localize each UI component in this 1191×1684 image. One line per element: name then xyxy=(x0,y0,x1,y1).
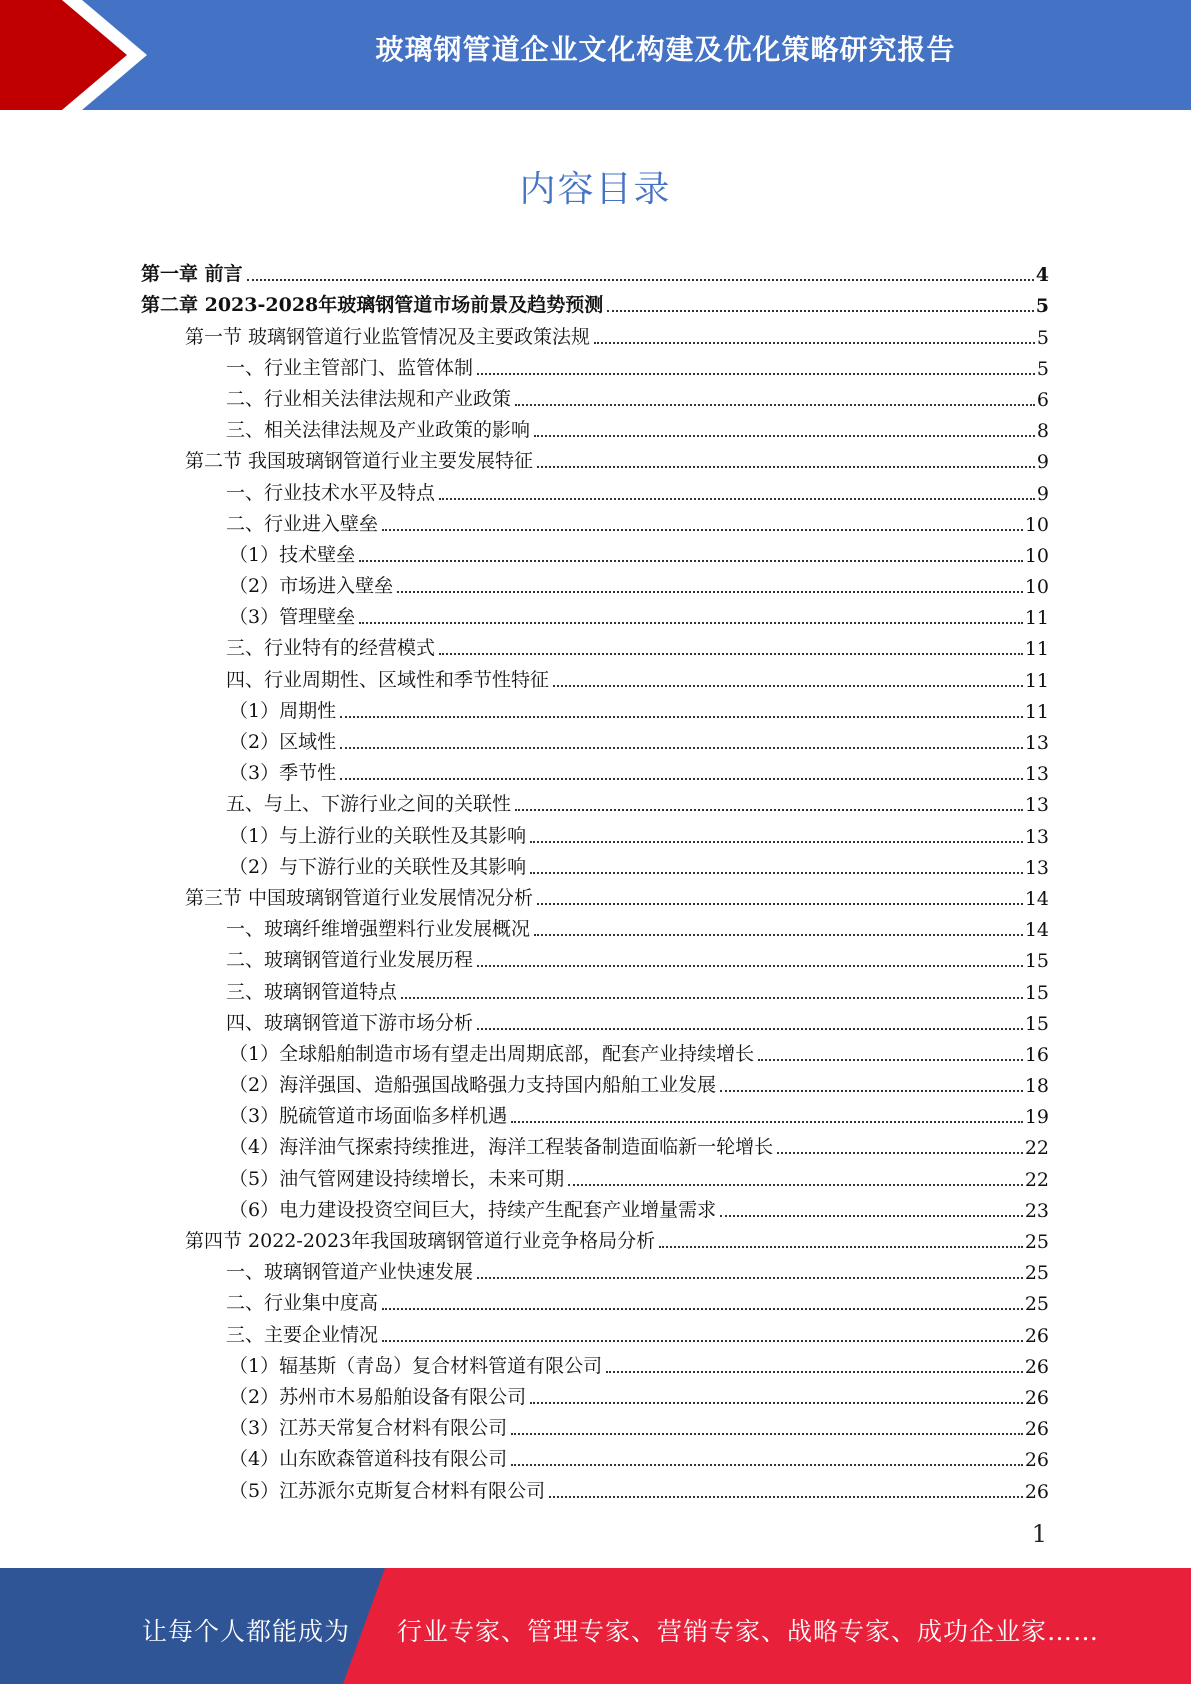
toc-heading: 内容目录 xyxy=(519,169,672,210)
toc-dot-leader xyxy=(758,1059,1023,1061)
toc-entry-label: 一、玻璃纤维增强塑料行业发展概况 xyxy=(226,918,531,941)
toc-entry[interactable] xyxy=(141,1066,1049,1097)
toc-entry-page: 11 xyxy=(1024,607,1049,630)
toc-entry[interactable] xyxy=(141,692,1049,723)
toc-entry[interactable] xyxy=(141,536,1049,567)
toc-entry-label: 第一章 前言 xyxy=(141,263,243,286)
toc-entry[interactable] xyxy=(141,1035,1049,1066)
toc-entry-label: 第四节 2022-2023年我国玻璃钢管道行业竞争格局分析 xyxy=(185,1230,656,1252)
toc-entry-page: 14 xyxy=(1024,919,1049,942)
toc-entry-page: 13 xyxy=(1024,856,1049,879)
toc-entry-label: 三、相关法律法规及产业政策的影响 xyxy=(226,419,531,442)
toc-entry[interactable] xyxy=(141,754,1049,785)
toc-dot-leader xyxy=(477,1028,1023,1030)
toc-entry-label: （2）海洋强国、造船强国战略强力支持国内船舶工业发展 xyxy=(229,1074,717,1097)
toc-entry[interactable] xyxy=(141,473,1049,504)
toc-entry-page: 26 xyxy=(1024,1324,1049,1347)
toc-dot-leader xyxy=(359,622,1023,624)
toc-entry-label: 二、行业集中度高 xyxy=(226,1292,379,1315)
page-number: 1 xyxy=(1031,1520,1047,1548)
toc-dot-leader xyxy=(511,1121,1023,1123)
toc-dot-leader xyxy=(553,685,1023,687)
table-of-contents xyxy=(141,255,1049,1503)
toc-dot-leader xyxy=(340,716,1023,718)
toc-entry-page: 8 xyxy=(1036,420,1049,443)
toc-entry-page: 22 xyxy=(1024,1137,1049,1160)
toc-entry-page: 15 xyxy=(1024,981,1049,1004)
toc-entry[interactable] xyxy=(141,972,1049,1003)
toc-entry[interactable] xyxy=(141,660,1049,691)
toc-dot-leader xyxy=(530,872,1023,874)
toc-dot-leader xyxy=(515,809,1023,811)
toc-entry[interactable] xyxy=(141,1159,1049,1190)
toc-entry-label: 第三节 中国玻璃钢管道行业发展情况分析 xyxy=(185,886,534,909)
toc-entry-label: （3）脱硫管道市场面临多样机遇 xyxy=(229,1105,508,1128)
toc-entry[interactable] xyxy=(141,723,1049,754)
toc-entry[interactable] xyxy=(141,1128,1049,1159)
toc-entry-label: 五、与上、下游行业之间的关联性 xyxy=(226,793,512,816)
footer-slogan-right: 行业专家、管理专家、营销专家、战略专家、成功企业家…… xyxy=(397,1617,1100,1646)
toc-entry-page: 15 xyxy=(1024,950,1049,973)
toc-entry-label: 二、行业相关法律法规和产业政策 xyxy=(226,387,512,410)
toc-entry-label: 二、玻璃钢管道行业发展历程 xyxy=(226,949,474,972)
toc-entry-label: （3）季节性 xyxy=(229,762,337,785)
footer-banner xyxy=(0,1568,1191,1684)
toc-entry-label: 第二节 我国玻璃钢管道行业主要发展特征 xyxy=(185,450,534,473)
toc-entry-page: 26 xyxy=(1024,1449,1049,1472)
toc-entry[interactable] xyxy=(141,1191,1049,1222)
toc-entry-label: （5）江苏派尔克斯复合材料有限公司 xyxy=(229,1479,546,1502)
toc-dot-leader xyxy=(530,1402,1023,1404)
toc-entry[interactable] xyxy=(141,910,1049,941)
toc-entry[interactable] xyxy=(141,1284,1049,1315)
toc-dot-leader xyxy=(359,560,1023,562)
toc-entry-page: 10 xyxy=(1024,544,1049,567)
toc-dot-leader xyxy=(382,529,1023,531)
toc-entry[interactable] xyxy=(141,1004,1049,1035)
toc-entry[interactable] xyxy=(141,879,1049,910)
toc-entry-page: 18 xyxy=(1024,1075,1049,1098)
toc-entry[interactable] xyxy=(141,1253,1049,1284)
toc-dot-leader xyxy=(534,435,1035,437)
toc-dot-leader xyxy=(477,965,1023,967)
toc-entry-label: （1）技术壁垒 xyxy=(229,543,356,566)
toc-entry-page: 13 xyxy=(1024,732,1049,754)
report-title: 玻璃钢管道企业文化构建及优化策略研究报告 xyxy=(375,33,956,66)
toc-dot-leader xyxy=(534,934,1023,936)
toc-dot-leader xyxy=(537,466,1035,468)
toc-dot-leader xyxy=(777,1152,1023,1154)
toc-entry-page: 19 xyxy=(1024,1106,1049,1129)
toc-entry[interactable] xyxy=(141,286,1049,317)
toc-entry-page: 10 xyxy=(1024,576,1049,599)
toc-dot-leader xyxy=(515,404,1035,406)
toc-entry-page: 26 xyxy=(1024,1386,1049,1409)
toc-dot-leader xyxy=(606,1371,1023,1373)
toc-dot-leader xyxy=(594,342,1035,344)
toc-entry-page: 22 xyxy=(1024,1168,1049,1191)
toc-entry-label: （6）电力建设投资空间巨大，持续产生配套产业增量需求 xyxy=(229,1198,717,1221)
toc-entry-label: 三、行业特有的经营模式 xyxy=(226,637,436,660)
toc-entry[interactable] xyxy=(141,629,1049,660)
toc-dot-leader xyxy=(439,498,1035,500)
toc-entry[interactable] xyxy=(141,1222,1049,1253)
toc-entry[interactable] xyxy=(141,1440,1049,1471)
toc-entry[interactable] xyxy=(141,567,1049,598)
toc-entry[interactable] xyxy=(141,505,1049,536)
toc-dot-leader xyxy=(659,1246,1023,1248)
toc-entry-label: （5）油气管网建设持续增长，未来可期 xyxy=(229,1167,565,1190)
toc-entry-label: （1）全球船舶制造市场有望走出周期底部，配套产业持续增长 xyxy=(229,1042,755,1065)
toc-entry-label: （2）苏州市木易船舶设备有限公司 xyxy=(229,1385,527,1408)
toc-entry-page: 15 xyxy=(1024,1012,1049,1035)
footer-slogan-left: 让每个人都能成为 xyxy=(142,1617,351,1646)
toc-entry[interactable] xyxy=(141,1471,1049,1502)
toc-entry-page: 25 xyxy=(1024,1262,1049,1285)
toc-dot-leader xyxy=(397,591,1023,593)
toc-entry-label: 三、玻璃钢管道特点 xyxy=(226,980,398,1003)
toc-entry-page: 25 xyxy=(1024,1231,1049,1253)
toc-entry-page: 13 xyxy=(1024,825,1049,848)
toc-dot-leader xyxy=(720,1090,1023,1092)
toc-entry-label: （3）管理壁垒 xyxy=(229,606,356,629)
toc-entry-label: （4）海洋油气探索持续推进，海洋工程装备制造面临新一轮增长 xyxy=(229,1136,774,1159)
toc-entry-page: 11 xyxy=(1024,669,1049,692)
toc-dot-leader xyxy=(607,310,1034,312)
toc-entry-label: 四、行业周期性、区域性和季节性特征 xyxy=(226,668,550,691)
toc-entry-page: 25 xyxy=(1024,1293,1049,1316)
toc-entry-label: 二、行业进入壁垒 xyxy=(226,512,379,535)
toc-entry[interactable] xyxy=(141,442,1049,473)
toc-entry-label: （1）周期性 xyxy=(229,699,337,722)
toc-entry-page: 5 xyxy=(1035,295,1049,318)
toc-entry-page: 4 xyxy=(1035,264,1049,287)
header-banner xyxy=(0,0,1191,110)
toc-entry-label: 一、行业主管部门、监管体制 xyxy=(226,356,474,379)
toc-entry-label: （4）山东欧森管道科技有限公司 xyxy=(229,1448,508,1471)
toc-dot-leader xyxy=(530,841,1023,843)
toc-entry-label: （2）与下游行业的关联性及其影响 xyxy=(229,855,527,878)
toc-entry-page: 10 xyxy=(1024,513,1049,536)
toc-dot-leader xyxy=(511,1464,1023,1466)
toc-entry[interactable] xyxy=(141,785,1049,816)
toc-dot-leader xyxy=(537,903,1023,905)
toc-entry-page: 16 xyxy=(1024,1043,1049,1066)
toc-entry-label: （2）区域性 xyxy=(229,731,337,753)
toc-entry-label: （1）辐基斯（青岛）复合材料管道有限公司 xyxy=(229,1354,603,1377)
toc-dot-leader xyxy=(568,1184,1023,1186)
toc-entry-page: 6 xyxy=(1036,388,1049,411)
toc-entry-label: 第一节 玻璃钢管道行业监管情况及主要政策法规 xyxy=(185,325,591,348)
toc-entry-label: 第二章 2023-2028年玻璃钢管道市场前景及趋势预测 xyxy=(141,294,604,317)
toc-entry[interactable] xyxy=(141,411,1049,442)
toc-entry-label: 一、玻璃钢管道产业快速发展 xyxy=(226,1261,474,1284)
toc-dot-leader xyxy=(382,1308,1023,1310)
toc-entry-label: 三、主要企业情况 xyxy=(226,1323,379,1346)
toc-entry-page: 26 xyxy=(1024,1480,1049,1503)
toc-entry[interactable] xyxy=(141,1097,1049,1128)
toc-entry-page: 26 xyxy=(1024,1418,1049,1441)
toc-dot-leader xyxy=(549,1496,1023,1498)
toc-entry[interactable] xyxy=(141,1409,1049,1440)
toc-entry[interactable] xyxy=(141,1378,1049,1409)
toc-dot-leader xyxy=(340,778,1023,780)
toc-entry[interactable] xyxy=(141,349,1049,380)
toc-entry-label: 四、玻璃钢管道下游市场分析 xyxy=(226,1011,474,1034)
toc-entry-label: 一、行业技术水平及特点 xyxy=(226,481,436,504)
toc-dot-leader xyxy=(340,747,1023,749)
toc-entry[interactable] xyxy=(141,848,1049,879)
toc-entry-page: 5 xyxy=(1036,326,1049,349)
toc-entry-page: 13 xyxy=(1024,763,1049,786)
toc-entry-page: 5 xyxy=(1036,357,1049,380)
toc-entry[interactable] xyxy=(141,1315,1049,1346)
toc-entry[interactable] xyxy=(141,255,1049,286)
toc-entry[interactable] xyxy=(141,1347,1049,1378)
toc-dot-leader xyxy=(720,1215,1023,1217)
toc-dot-leader xyxy=(382,1340,1023,1342)
toc-entry[interactable] xyxy=(141,816,1049,847)
toc-dot-leader xyxy=(477,373,1035,375)
toc-dot-leader xyxy=(247,279,1034,281)
toc-entry[interactable] xyxy=(141,317,1049,348)
toc-entry-page: 23 xyxy=(1024,1199,1049,1222)
toc-dot-leader xyxy=(439,653,1023,655)
toc-entry[interactable] xyxy=(141,598,1049,629)
toc-entry-page: 9 xyxy=(1036,451,1049,474)
toc-entry-label: （3）江苏天常复合材料有限公司 xyxy=(229,1417,508,1440)
toc-entry-page: 9 xyxy=(1036,482,1049,505)
toc-entry-page: 13 xyxy=(1024,794,1049,817)
toc-entry-page: 11 xyxy=(1024,700,1049,723)
toc-entry-page: 11 xyxy=(1024,638,1049,661)
toc-entry-page: 14 xyxy=(1024,887,1049,910)
toc-dot-leader xyxy=(511,1433,1023,1435)
toc-entry-label: （2）市场进入壁垒 xyxy=(229,575,394,598)
toc-entry-page: 26 xyxy=(1024,1355,1049,1378)
toc-dot-leader xyxy=(477,1277,1023,1279)
toc-dot-leader xyxy=(401,997,1023,999)
toc-entry[interactable] xyxy=(141,941,1049,972)
toc-entry[interactable] xyxy=(141,380,1049,411)
toc-entry-label: （1）与上游行业的关联性及其影响 xyxy=(229,824,527,847)
